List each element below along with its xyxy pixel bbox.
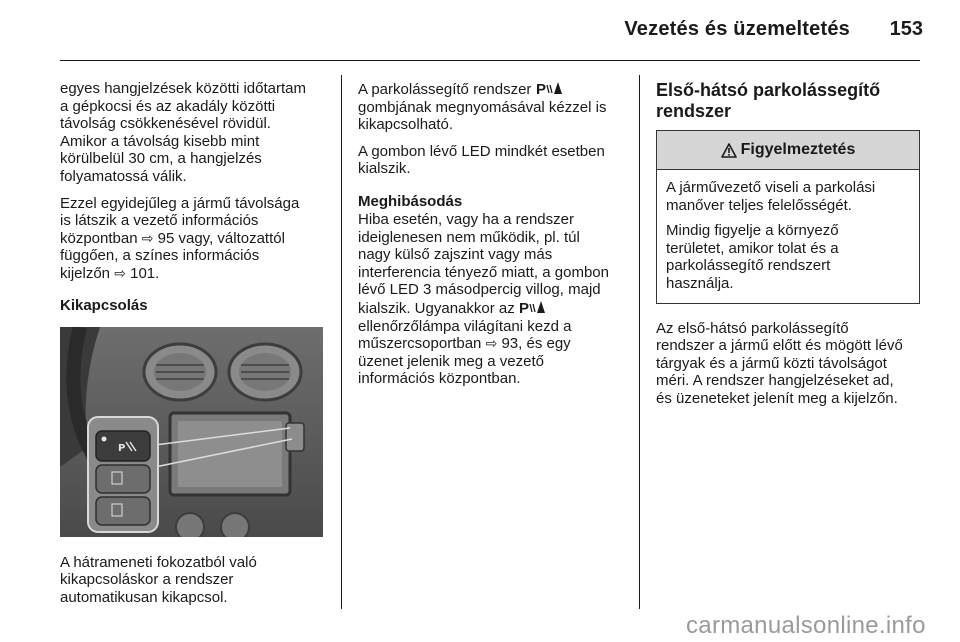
warning-box bbox=[656, 130, 920, 304]
running-header-title: Vezetés és üzemeltetés bbox=[624, 18, 850, 40]
parking-assist-icon bbox=[519, 299, 547, 315]
body-paragraph: A gombon lévő LED mindkét esetben kialszik. bbox=[358, 142, 605, 178]
left-column bbox=[60, 80, 332, 615]
body-paragraph: Hiba esetén, vagy ha a rendszer ideiglenesen nem működik, pl. túl nagy külső zajszint vagy más interferencia tényező miatt, a gombon lévő LED 3 másodpercig villog, majd kialszik. Ugyanakkor az P ellenőrzőlámpa világítani kezd a műszercsoportban ⇨ 93, és egy üzenet jelenik meg a vezető információs központban. bbox=[358, 210, 609, 388]
warning-title: Figyelmeztetés bbox=[740, 141, 856, 159]
warning-header bbox=[657, 131, 919, 170]
page-reference[interactable]: 101 bbox=[130, 264, 156, 282]
warning-triangle-icon bbox=[721, 143, 737, 158]
section-heading: Meghibásodás bbox=[358, 192, 463, 210]
svg-text:P: P bbox=[118, 442, 126, 454]
parking-assist-icon bbox=[536, 80, 564, 96]
page-reference[interactable]: 95 bbox=[157, 229, 175, 247]
body-paragraph: A parkolássegítő rendszer P gombjának megnyomásával kézzel is kikapcsolható. bbox=[358, 81, 607, 134]
svg-text:P: P bbox=[535, 81, 546, 96]
section-heading: Első-hátsó parkolássegítő rendszer bbox=[656, 80, 881, 121]
figure-caption: A hátrameneti fokozatból való kikapcsoláskor a rendszer automatikusan kikapcsol. bbox=[60, 553, 257, 606]
header-divider bbox=[60, 60, 920, 61]
dashboard-photo bbox=[60, 327, 323, 537]
right-column bbox=[656, 80, 920, 417]
body-paragraph: Az első-hátsó parkolássegítő rendszer a jármű előtt és mögött lévő tárgyak és a jármű közti távolságot méri. A rendszer hangjelzéseket ad, és üzeneteket jelenít meg a kijelzőn. bbox=[656, 319, 903, 407]
warning-text: Mindig figyelje a környező területet, amikor tolat és a parkolássegítő rendszert használja. bbox=[666, 222, 839, 292]
warning-body bbox=[657, 170, 919, 303]
body-paragraph-references: Ezzel egyidejűleg a jármű távolsága is látszik a vezető információs központban ⇨ 95 vagy, változattól függően, a színes információs kijelzőn ⇨ 101. bbox=[60, 194, 300, 282]
dashboard-illustration bbox=[60, 327, 323, 537]
page-reference-arrow-icon: ⇨ bbox=[485, 335, 498, 352]
section-heading: Kikapcsolás bbox=[60, 296, 148, 314]
warning-text: A járművezető viseli a parkolási manőver teljes felelősségét. bbox=[666, 179, 876, 214]
page-number: 153 bbox=[889, 18, 923, 40]
body-paragraph: egyes hangjelzések közötti időtartam a gépkocsi és az akadály közötti távolság csökkenésével rövidül. Amikor a távolság kisebb mint körülbelül 30 cm, a hangjelzés folyamatossá válik. bbox=[60, 80, 306, 185]
column-divider-2 bbox=[639, 75, 640, 609]
middle-column bbox=[358, 80, 630, 397]
page-reference-arrow-icon: ⇨ bbox=[114, 264, 126, 281]
svg-text:P: P bbox=[518, 299, 529, 315]
watermark: carmanualsonline.info bbox=[686, 612, 926, 639]
page-reference-arrow-icon: ⇨ bbox=[141, 229, 154, 246]
page-reference[interactable]: 93 bbox=[501, 335, 519, 353]
column-divider-1 bbox=[341, 75, 342, 609]
